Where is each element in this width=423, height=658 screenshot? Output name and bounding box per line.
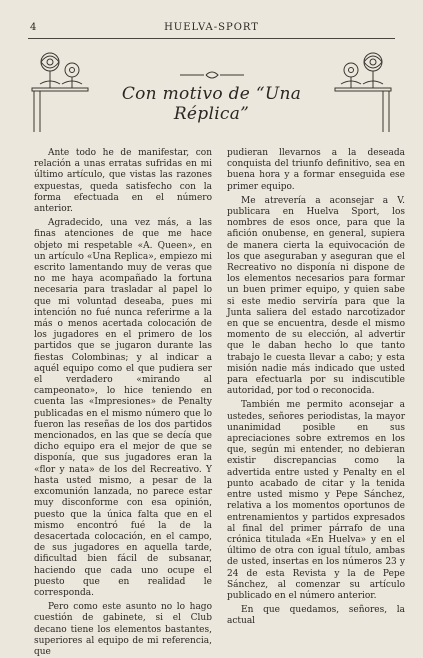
left-column xyxy=(34,148,212,658)
header-rule xyxy=(28,38,395,39)
paragraph: Agradecido, una vez más, a las finas atenciones de que me hace objeto mi respetable «A. Queen», en un artículo «Una Replica», empiezo mi escrito lamentando muy de veras que no me haya acompañado la fortuna necesaria para trasladar al papel lo que mi voluntad deseaba, pues mi intención no fué nunca referirme a la más o menos acertada colocación de los jugadores en el primero de los partidos que se jugaron durante las fiestas Colombinas; y al indicar a aquél equipo como el que pudiera ser el verdadero «mirando al campeonato», lo hice teniendo en cuenta las «Impresiones» de Penalty publicadas en el mismo número que lo fueron las reseñas de los dos partidos mencionados, en las que se decía que dicho equipo era el mejor de que se disponía, que sus jugadores eran la «flor y nata» de los del Recreativo. Y hasta usted mismo, a pesar de la excomunión lanzada, no parece estar muy disconforme con esa opinión, puesto que la única falta que en el mismo encontró fué la de la desacertada colocación, en el campo, de sus jugadores en aquella tarde, dificultad bien fácil de subsanar, haciendo que cada uno ocupe el puesto que en realidad le corresponda. xyxy=(34,218,212,598)
paragraph: Pero como este asunto no lo hago cuestión de gabinete, si el Club decano tiene los elementos bastantes, superiores al equipo de mi referencia, que xyxy=(34,602,212,657)
running-head xyxy=(30,22,393,36)
article-title: Con motivo de “Una Réplica” xyxy=(121,84,302,124)
page-number: 4 xyxy=(30,22,38,33)
scroll-ornament-icon xyxy=(180,70,244,80)
journal-title: HUELVA-SPORT xyxy=(164,22,259,33)
article-header-ornament xyxy=(30,48,393,134)
article-body xyxy=(34,148,405,657)
floral-ornament-left-icon xyxy=(30,48,90,134)
paragraph: pudieran llevarnos a la deseada conquista del triunfo definitivo, sea en buena hora y a formar enseguida ese primer equipo. xyxy=(227,148,405,192)
paragraph: Ante todo he de manifestar, con relación a unas erratas sufridas en mi último artículo, que vistas las razones expuestas, queda satisfecho con la forma efectuada en el número anterior. xyxy=(34,148,212,215)
paragraph: También me permito aconsejar a ustedes, señores periodistas, la mayor unanimidad posible en sus apreciaciones sobre extremos en los que, según mi entender, no debieran existir discrepancias como la advertida entre usted y Penalty en el punto acabado de citar y la tenida entre usted mismo y Pepe Sánchez, relativa a los momentos oportunos de entrenamientos y partidos expresados al final del primer párrafo de una crónica titulada «En Huelva» y en el último de otra con igual título, ambas de usted, insertas en los números 23 y 24 de esta Revista y la de Pepe Sánchez, al comenzar su artículo publicado en el número anterior. xyxy=(227,400,405,601)
right-column xyxy=(227,148,405,628)
floral-ornament-right-icon xyxy=(333,48,393,134)
paragraph: En que quedamos, señores, la actual xyxy=(227,605,405,627)
paragraph: Me atrevería a aconsejar a V. publicara en Huelva Sport, los nombres de esos once, para que la afición onubense, en general, supiera de manera cierta la equivocación de los que aseguraban y aseguran que el Recreativo no disponía ni dispone de los elementos necesarios para formar un buen primer equipo, y quien sabe si este medio serviría para que la Junta saliera del estado narcotizador en que se encuentra, desde el mismo momento de su elección, al advertir que le daban hecho lo que tanto trabajo le cuesta llevar a cabo; y esta misión nadie más indicado que usted para efectuarla por su indiscutible autoridad, por tod o reconocida. xyxy=(227,195,405,397)
